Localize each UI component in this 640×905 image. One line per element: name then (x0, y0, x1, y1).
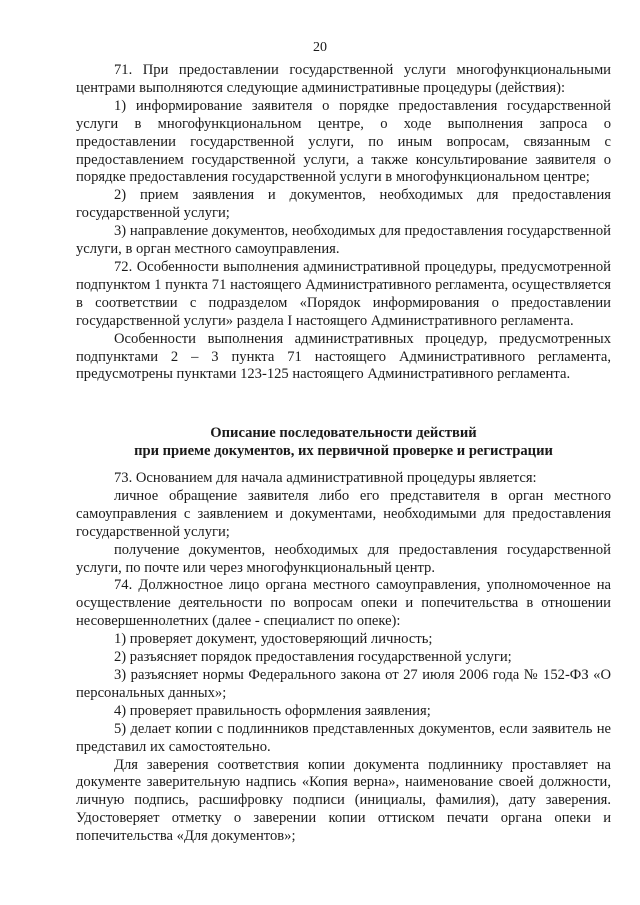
paragraph-74-item-3: 3) разъясняет нормы Федерального закона от 27 июля 2006 года № 152-ФЗ «О персональных данных»; (76, 666, 611, 701)
paragraph-73: 73. Основанием для начала административной процедуры является: (114, 470, 537, 486)
paragraph-71: 71. При предоставлении государственной услуги многофункциональными центрами выполняются следующие административные процедуры (действия): (76, 62, 611, 96)
paragraph-73-basis-2: получение документов, необходимых для предоставления государственной услуги, по почте или через многофункциональный центр. (76, 541, 611, 576)
paragraph-72-note: Особенности выполнения административных процедур, предусмотренных подпунктами 2 – 3 пункта 71 настоящего Административного регламента, предусмотрены пунктами 123-125 настоящего Административного регламента. (76, 330, 611, 383)
paragraph-72: 72. Особенности выполнения административной процедуры, предусмотренной подпунктом 1 пункта 71 настоящего Административного регламента, осуществляется в соответствии с подразделом «Порядок информирования о предоставлении государственной услуги» раздела I настоящего Административного регламента. (76, 258, 611, 329)
paragraph-74: 74. Должностное лицо органа местного самоуправления, уполномоченное на осуществление деятельности по вопросам опеки и попечительства в отношении несовершеннолетних (далее - специалист по опеке): (76, 577, 611, 630)
document-body (76, 62, 611, 384)
paragraph-copy-certification: Для заверения соответствия копии документа подлиннику проставляет на документе заверительную надпись «Копия верна», наименование своей должности, личную подпись, расшифровку подписи (инициалы, фамилия), дату заверения. Удостоверяет отметку о заверении копии оттиском печати органа опеки и попечительства «Для документов»; (76, 756, 611, 845)
paragraph-74-item-2: 2) разъясняет порядок предоставления государственной услуги; (114, 649, 512, 666)
paragraph-73-basis-1: личное обращение заявителя либо его представителя в орган местного самоуправления с заявлением и документами, необходимыми для предоставления государственной услуги; (76, 487, 611, 540)
paragraph-74-item-1: 1) проверяет документ, удостоверяющий личность; (114, 631, 433, 648)
section-heading-line-1: Описание последовательности действий (210, 425, 477, 441)
paragraph-71-item-3: 3) направление документов, необходимых для предоставления государственной услуги, в орган местного самоуправления. (76, 223, 611, 258)
section-heading-line-2: при приеме документов, их первичной проверке и регистрации (134, 443, 553, 459)
document-body-continued (76, 470, 611, 846)
page-number: 20 (313, 40, 327, 55)
paragraph-74-item-5: 5) делает копии с подлинников представленных документов, если заявитель не представил их самостоятельно. (76, 720, 611, 755)
paragraph-71-item-2: 2) прием заявления и документов, необходимых для предоставления государственной услуги; (76, 187, 611, 222)
paragraph-74-item-4: 4) проверяет правильность оформления заявления; (114, 702, 431, 719)
paragraph-71-item-1: 1) информирование заявителя о порядке предоставления государственной услуги в многофункциональном центре, о ходе выполнения запроса о предоставлении государственной услуги, по иным вопросам, связанным с предоставлением государственной услуги, а также консультирование заявителя о порядке предоставления государственной услуги в многофункциональном центре; (76, 97, 611, 186)
